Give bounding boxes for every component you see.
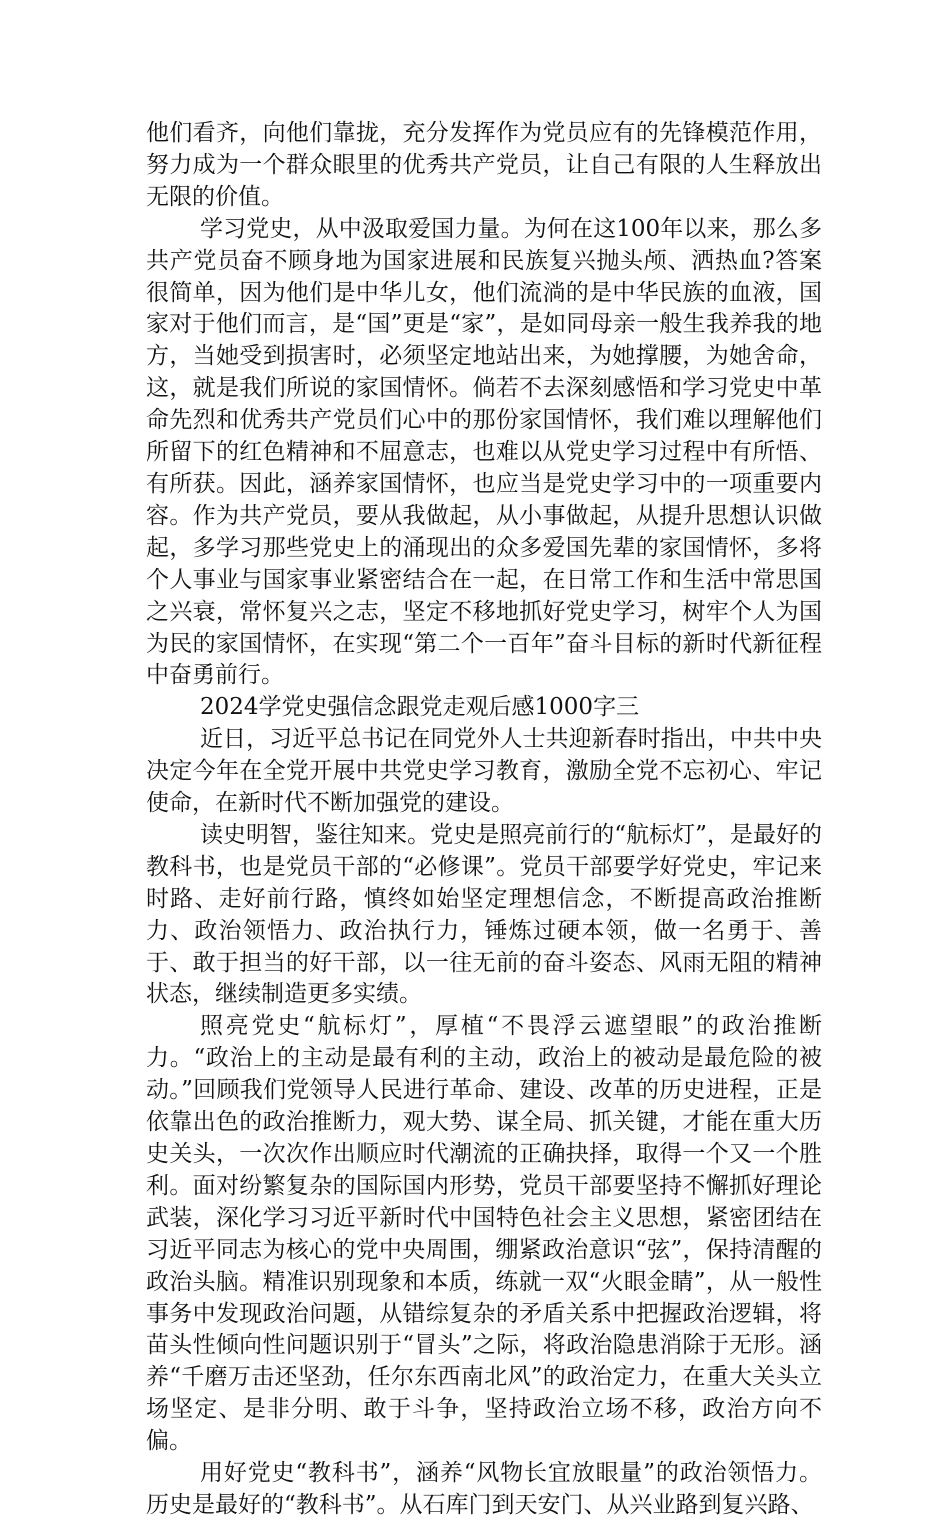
paragraph-3: 近日，习近平总书记在同党外人士共迎新春时指出，中共中央决定今年在全党开展中共党史学习教育，激励全党不忘初心、牢记使命，在新时代不断加强党的建设。 xyxy=(146,726,822,817)
section-heading: 2024学党史强信念跟党走观后感1000字三 xyxy=(200,694,640,721)
paragraph-4: 读史明智，鉴往知来。党史是照亮前行的“航标灯”，是最好的教科书，也是党员干部的“必修课”。党员干部要学好党史，牢记来时路、走好前行路，慎终如始坚定理想信念，不断提高政治推断力、政治领悟力、政治执行力，锤炼过硬本领，做一名勇于、善于、敢于担当的好干部，以一往无前的奋斗姿态、风雨无阻的精神状态，继续制造更多实绩。 xyxy=(146,821,822,1008)
document-page xyxy=(146,118,822,1522)
paragraph-6: 用好党史“教科书”，涵养“风物长宜放眼量”的政治领悟力。历史是最好的“教科书”。从石库门到天安门、从兴业路到复兴路、 xyxy=(146,1460,822,1518)
paragraph-2: 学习党史，从中汲取爱国力量。为何在这100年以来，那么多共产党员奋不顾身地为国家进展和民族复兴抛头颅、洒热血?答案很简单，因为他们是中华儿女，他们流淌的是中华民族的血液，国家对于他们而言，是“国”更是“家”，是如同母亲一般生我养我的地方，当她受到损害时，必须坚定地站出来，为她撑腰，为她舍命，这，就是我们所说的家国情怀。倘若不去深刻感悟和学习党史中革命先烈和优秀共产党员们心中的那份家国情怀，我们难以理解他们所留下的红色精神和不屈意志，也难以从党史学习过程中有所悟、有所获。因此，涵养家国情怀，也应当是党史学习中的一项重要内容。作为共产党员，要从我做起，从小事做起，从提升思想认识做起，多学习那些党史上的涌现出的众多爱国先辈的家国情怀，多将个人事业与国家事业紧密结合在一起，在日常工作和生活中常思国之兴衰，常怀复兴之志，坚定不移地抓好党史学习，树牢个人为国为民的家国情怀，在实现“第二个一百年”奋斗目标的新时代新征程中奋勇前行。 xyxy=(146,215,822,689)
paragraph-5: 照亮党史“航标灯”，厚植“不畏浮云遮望眼”的政治推断力。“政治上的主动是最有利的主动，政治上的被动是最危险的被动。”回顾我们党领导人民进行革命、建设、改革的历史进程，正是依靠出色的政治推断力，观大势、谋全局、抓关键，才能在重大历史关头，一次次作出顺应时代潮流的正确抉择，取得一个又一个胜利。面对纷繁复杂的国际国内形势，党员干部要坚持不懈抓好理论武装，深化学习习近平新时代中国特色社会主义思想，紧密团结在习近平同志为核心的党中央周围，绷紧政治意识“弦”，保持清醒的政治头脑。精准识别现象和本质，练就一双“火眼金睛”，从一般性事务中发现政治问题，从错综复杂的矛盾关系中把握政治逻辑，将苗头性倾向性问题识别于“冒头”之际，将政治隐患消除于无形。涵养“千磨万击还坚劲，任尔东西南北风”的政治定力，在重大关头立场坚定、是非分明、敢于斗争，坚持政治立场不移，政治方向不偏。 xyxy=(146,1013,822,1455)
paragraph-1: 他们看齐，向他们靠拢，充分发挥作为党员应有的先锋模范作用，努力成为一个群众眼里的优秀共产党员，让自己有限的人生释放出无限的价值。 xyxy=(146,120,822,210)
